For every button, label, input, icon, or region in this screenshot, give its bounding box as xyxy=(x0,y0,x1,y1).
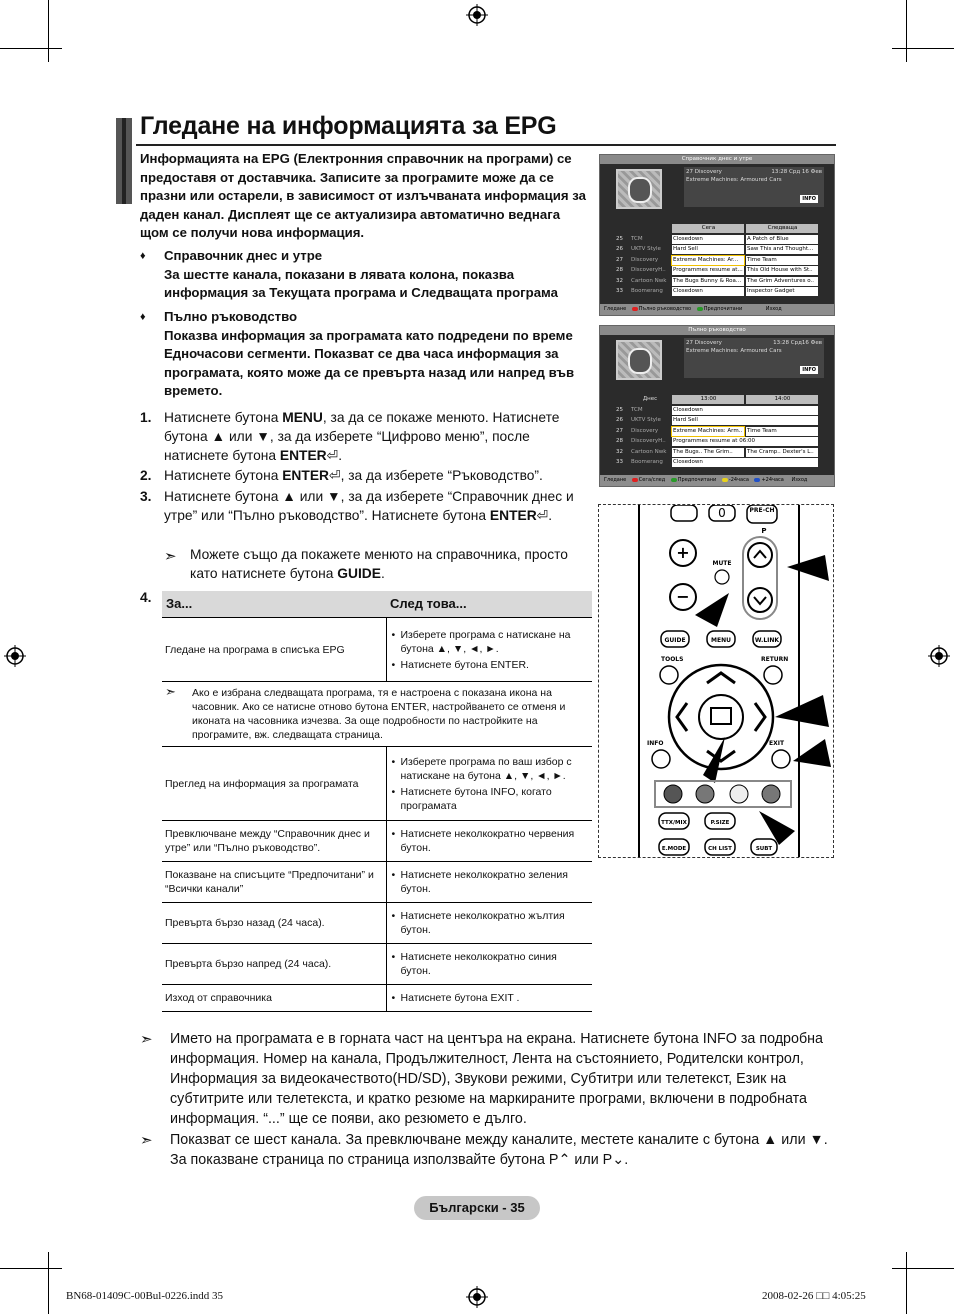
program-info-panel: 27 Discovery 13:28 Срд16 Фев Extreme Machines: Armoured Cars INFO xyxy=(684,338,824,378)
enter-icon: ⏎ xyxy=(329,468,341,483)
info-button-hint: INFO xyxy=(802,196,816,202)
bullet-heading: Справочник днес и утре xyxy=(164,248,323,263)
crop-mark xyxy=(0,1268,62,1269)
crop-mark xyxy=(0,48,62,49)
yellow-key-icon xyxy=(722,478,728,482)
psize-label: P.SIZE xyxy=(710,820,730,826)
enter-button-label: ENTER xyxy=(279,448,327,463)
title-accent-bar xyxy=(122,118,126,204)
table-row: Превърта бързо напред (24 часа). • Натиснете неколкократно синия бутон. xyxy=(162,944,592,985)
screen-header: Справочник днес и утре xyxy=(600,155,834,164)
screen-footer: Гледане Пълно ръководство Предпочитани Изход xyxy=(600,304,834,315)
step-2: 2. Натиснете бутона ENTER⏎, за да изберете “Ръководство”. xyxy=(140,468,543,483)
p-label: P xyxy=(761,527,767,535)
remote-control-icon xyxy=(599,505,834,858)
remote-control-illustration xyxy=(598,504,834,858)
step-3-note: ➣ Можете също да покажете менюто на справочника, просто като натиснете бутона GUIDE. xyxy=(164,547,568,581)
exit-label: EXIT xyxy=(769,740,785,747)
crop-mark xyxy=(892,48,954,49)
crop-mark xyxy=(906,1252,907,1314)
diamond-bullet-icon: ♦ xyxy=(140,250,146,262)
tools-label: TOOLS xyxy=(661,656,684,663)
note-six-channels: ➣ Показват се шест канала. За превключване между каналите, местете каналите с бутона ▲ или ▼. За показване страница по страница използвайте бутона P⌃ или P⌄. xyxy=(140,1132,828,1168)
page-number-badge: Български - 35 xyxy=(414,1196,540,1220)
grid-row[interactable]: 26 UKTV Style Hard Sell Saw This and Thought... xyxy=(614,244,820,255)
wlink-label: W.LINK xyxy=(754,637,780,644)
ttx-mix-label: TTX/MIX xyxy=(661,820,687,826)
grid-row-selected[interactable]: 27 Discovery Extreme Machines: Ar... Time Team xyxy=(614,255,820,266)
svg-text:+: + xyxy=(676,543,690,562)
table-row: Превключване между “Справочник днес и утре” или “Пълно ръководство”. • Натиснете неколкократно червения бутон. xyxy=(162,821,592,862)
step-number: 1. xyxy=(140,410,152,425)
return-label: RETURN xyxy=(761,656,789,663)
diamond-bullet-icon: ♦ xyxy=(140,311,146,323)
grid-row[interactable]: 25 TCM Closedown xyxy=(614,405,820,416)
grid-row-selected[interactable]: 27 Discovery Extreme Machines: Arm.. Time Team xyxy=(614,426,820,437)
pre-ch-label: PRE-CH xyxy=(749,507,775,514)
registration-mark-icon xyxy=(4,645,26,667)
table-row: Изход от справочника • Натиснете бутона EXIT . xyxy=(162,985,592,1012)
epg-today-tomorrow-screen xyxy=(599,154,835,316)
table-header-for: За... xyxy=(162,591,386,618)
mute-label: MUTE xyxy=(712,560,732,567)
grid-row[interactable]: 28 DiscoveryH.. Programmes resume at 06:00 xyxy=(614,436,820,447)
enter-icon: ⏎ xyxy=(326,448,339,463)
step-number: 3. xyxy=(140,489,152,504)
info-label: INFO xyxy=(647,740,664,747)
grid-header-row: Сега Следваща xyxy=(614,223,820,234)
bullet-text: За шестте канала, показани в лявата колона, показва информация за Текущата програма и Следващата програма xyxy=(164,266,558,300)
table-row: Преглед на информация за програмата • Изберете програма по ваш избор с натискане на бутона ▲, ▼, ◄, ►. • Натиснете бутона INFO, когато програмата xyxy=(162,747,592,821)
intro-paragraph: Информацията на EPG (Електронния справочник на програми) се предоставя от доставчика. Записите за програмите може да се празни или остарели, в зависимост от излъчваната информация за даден канал. Дисплеят ще се актуализира автоматично веднага щом се получи нова информация. xyxy=(140,151,586,240)
title-rule xyxy=(136,144,836,146)
table-header-then: След това... xyxy=(386,591,592,618)
bullet-heading: Пълно ръководство xyxy=(164,309,298,324)
info-button-hint: INFO xyxy=(802,367,816,373)
page-title: Гледане на информацията за EPG xyxy=(140,112,557,140)
crop-mark xyxy=(892,1268,954,1269)
bullet-today-tomorrow xyxy=(140,247,592,303)
table-note-row: ➣ Ако е избрана следващата програма, тя е настроена с показана икона на часовник. Ако се натисне отново бутона ENTER, настройването се отменя и иконата на часовника изчезва. За още подробности по настройките на програмите, вж. следващата страница. xyxy=(162,682,592,747)
table-header-row xyxy=(162,591,592,618)
guide-button-label: GUIDE xyxy=(337,566,381,581)
svg-text:−: − xyxy=(676,587,690,606)
blue-key-icon xyxy=(754,478,760,482)
guide-label: GUIDE xyxy=(664,637,686,644)
screen-header: Пълно ръководство xyxy=(600,326,834,335)
screen-footer: Гледане Сега/след Предпочитани -24часа +24часа Изход xyxy=(600,475,834,486)
tv-preview-thumbnail xyxy=(616,340,662,380)
print-slug-right: 2008-02-26 □□ 4:05:25 xyxy=(762,1290,866,1302)
green-key-icon xyxy=(671,478,677,482)
table-row: Показване на списъците “Предпочитани” и “Всички канали” • Натиснете неколкократно зеления бутон. xyxy=(162,862,592,903)
crop-mark xyxy=(48,0,49,62)
note-arrow-icon: ➣ xyxy=(140,1031,153,1048)
grid-row[interactable]: 32 Cartoon Nwk The Bugs Bunny & Roa... The Grim Adventures o.. xyxy=(614,276,820,287)
tv-preview-image xyxy=(628,177,652,203)
subt-label: SUBT xyxy=(755,846,773,852)
registration-mark-icon xyxy=(466,4,488,26)
enter-icon: ⏎ xyxy=(536,508,549,523)
note-arrow-icon: ➣ xyxy=(140,1132,153,1149)
note-arrow-icon: ➣ xyxy=(164,548,177,565)
guide-actions-table xyxy=(162,591,592,1012)
crop-mark xyxy=(48,1252,49,1314)
grid-header-row: Днес 13:00 14:00 xyxy=(614,394,820,405)
red-key-icon xyxy=(632,307,638,311)
epg-full-guide-screen xyxy=(599,325,835,487)
svg-text:0: 0 xyxy=(718,506,726,520)
step-1: 1. Натиснете бутона MENU, за да се покаже менюто. Натиснете бутона ▲ или ▼, за да изберете “Цифрово меню”, после натиснете бутона ENTER⏎. xyxy=(140,410,560,463)
step-number: 4. xyxy=(140,590,152,605)
step-3: 3. Натиснете бутона ▲ или ▼, за да изберете “Справочник днес и утре” или “Пълно ръководство”. Натиснете бутона ENTER⏎. xyxy=(140,489,574,523)
registration-mark-icon xyxy=(928,645,950,667)
grid-row[interactable]: 25 TCM Closedown A Patch of Blue xyxy=(614,234,820,245)
bullet-full-guide xyxy=(140,308,592,401)
menu-label: MENU xyxy=(711,637,731,644)
table-row: Превърта бързо назад (24 часа). • Натиснете неколкократно жълтия бутон. xyxy=(162,903,592,944)
epg-grid xyxy=(614,394,820,468)
enter-button-label: ENTER xyxy=(489,508,537,523)
grid-row[interactable]: 26 UKTV Style Hard Sell xyxy=(614,415,820,426)
enter-button-label: ENTER xyxy=(282,468,329,483)
green-key-icon xyxy=(697,307,703,311)
note-program-info: ➣ Името на програмата е в горната част на центъра на екрана. Натиснете бутона INFO за подробна информация. Номер на канала, Продължителност, Лента на състоянието, Родителски контрол, Информация за видеокачеството(HD/SD), Звукови режими, Субтитри или телетекст, Език на субтитрите или телетекста, и кратко резюме на маркираните програми, включени в подробната информация. “...” ще се появи, ако резюмето е дълго. xyxy=(140,1031,823,1127)
tv-preview-thumbnail xyxy=(616,169,662,209)
step-number: 2. xyxy=(140,468,152,483)
note-arrow-icon: ➣ xyxy=(165,684,176,699)
tv-preview-image xyxy=(628,348,652,374)
crop-mark xyxy=(906,0,907,62)
grid-row[interactable]: 33 Boomerang Closedown xyxy=(614,457,820,468)
red-key-icon xyxy=(632,478,638,482)
grid-row[interactable]: 32 Cartoon Nwk The Bugs.. The Grim.. The Cramp.. Dexter's L.. xyxy=(614,447,820,458)
menu-button-label: MENU xyxy=(282,410,323,425)
registration-mark-icon xyxy=(466,1286,488,1308)
epg-grid xyxy=(614,223,820,297)
chlist-label: CH LIST xyxy=(708,846,732,852)
grid-row[interactable]: 28 DiscoveryH.. Programmes resume at... This Old House with St.. xyxy=(614,265,820,276)
program-info-panel: 27 Discovery 13:28 Срд 16 Фев Extreme Machines: Armoured Cars INFO xyxy=(684,167,824,207)
print-slug-left: BN68-01409C-00Bul-0226.indd 35 xyxy=(66,1290,224,1302)
bullet-text: Показва информация за програмата като подредени по време Едночасови сегменти. Показват се два часа информация за програмата, която може да се превърта назад или напред във времето. xyxy=(164,327,575,398)
grid-row[interactable]: 33 Boomerang Closedown Inspector Gadget xyxy=(614,286,820,297)
table-row: Гледане на програма в списъка EPG • Изберете програма с натискане на бутона ▲, ▼, ◄, ►. • Натиснете бутона ENTER. xyxy=(162,618,592,682)
emode-label: E.MODE xyxy=(661,846,687,852)
